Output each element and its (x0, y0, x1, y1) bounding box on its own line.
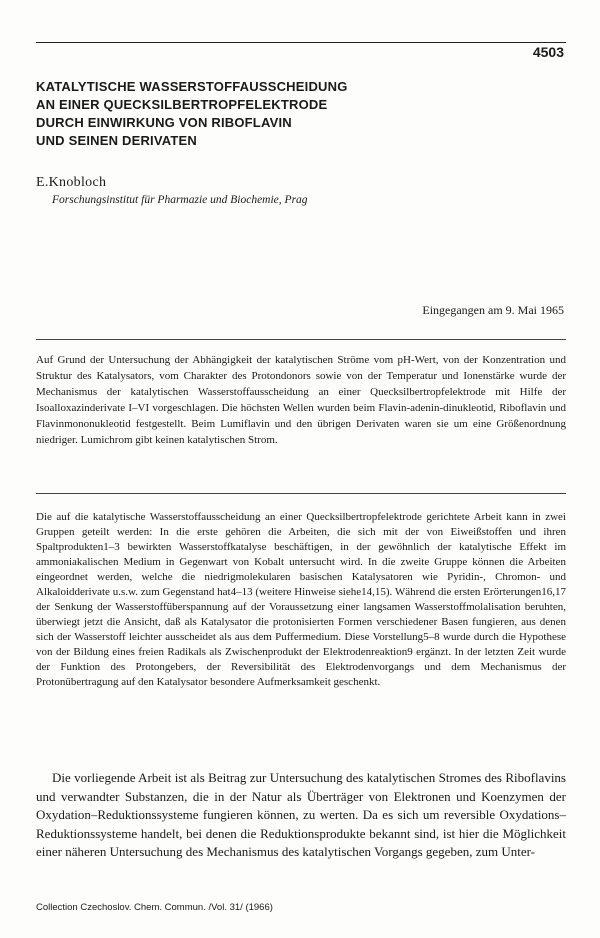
title-line-4: UND SEINEN DERIVATEN (36, 133, 197, 148)
abstract-top-rule (36, 339, 566, 340)
page-number: 4503 (532, 44, 564, 60)
body-paragraph: Die vorliegende Arbeit ist als Beitrag zur Untersuchung des katalytischen Stromes des Riboflavins und verwandter Substanzen, die in der Natur als Überträger von Elektronen und Koenzymen der Oxydation–Reduktionssysteme fungieren können, zu werten. Da es sich um reversible Oxydations–Reduktionssysteme handelt, bei denen die Reduktionsprodukte bekannt sind, ist hier die Möglichkeit einer näheren Untersuchung des Mechanismus des katalytischen Vorgangs gegeben, zum Unter- (36, 770, 566, 859)
article-title (36, 78, 556, 150)
abstract-text: Auf Grund der Untersuchung der Abhängigkeit der katalytischen Ströme vom pH-Wert, von der Konzentration und Struktur des Katalysators, vom Charakter des Protondonors sowie von der Temperatur und Ionenstärke wurde der Mechanismus der katalytischen Wasserstoffausscheidung an einer Quecksilbertropfelektrode mit Hilfe der Isoalloxazinderivate I–VI vorgeschlagen. Die höchsten Wellen wurden beim Flavin-adenin-dinukleotid, Riboflavin und Flavinmononukleotid festgestellt. Beim Lumiflavin und den übrigen Derivaten waren sie um eine Größenordnung niedriger. Lumichrom gibt keinen katalytischen Strom. (36, 354, 566, 446)
title-line-3: DURCH EINWIRKUNG VON RIBOFLAVIN (36, 115, 292, 130)
intro-paragraph: Die auf die katalytische Wasserstoffausscheidung an einer Quecksilbertropfelektrode gerichtete Arbeit kann in zwei Gruppen geteilt werden: In die erste gehören die Arbeiten, die sich mit der von Eiweißstoffen und ihren Spaltprodukten1–3 bewirkten Wasserstoffkatalyse beschäftigen, in der gewöhnlich der katalytische Effekt im ammoniakalischen Medium in Gegenwart von Kobalt untersucht wird. In die zweite Gruppe können die Arbeiten eingeordnet werden, welche die niedrigmolekularen basischen Katalysatoren wie Pyridin-, Chromon- und Alkaloidderivate u.s.w. zum Gegenstand hat4–13 (weitere Hinweise siehe14,15). Während die ersten Erörterungen16,17 der Senkung der Wasserstoffüberspannung auf der Voraussetzung einer langsamen Wasserstoffmolalisation beruhten, überwiegt jetzt die Ansicht, daß als Katalysator die protonisierten Formen verschiedener Basen fungieren, aus denen sich der Wasserstoff leichter ausscheidet als aus dem Puffermedium. Diese Vorstellung5–8 wurde durch die Hypothese von der Bildung eines freien Radikals als Zwischenprodukt der Elektrodenreaktion9 ergänzt. In der letzten Zeit wurde der Funktion des Protongebers, der Reversibilität des Elektrodenvorgangs und dem Mechanismus der Protonübertragung auf den Katalysator besondere Aufmerksamkeit geschenkt. (36, 511, 566, 688)
author-institute: Forschungsinstitut für Pharmazie und Biochemie, Prag (52, 194, 308, 206)
journal-citation-footer: Collection Czechoslov. Chem. Commun. /Vol. 31/ (1966) (36, 902, 273, 913)
received-date: Eingegangen am 9. Mai 1965 (422, 303, 564, 317)
title-line-1: KATALYTISCHE WASSERSTOFFAUSSCHEIDUNG (36, 79, 348, 94)
title-line-2: AN EINER QUECKSILBERTROPFELEKTRODE (36, 97, 328, 112)
header-rule (36, 42, 566, 43)
author-name: E.Knobloch (36, 175, 107, 190)
abstract-bottom-rule (36, 493, 566, 494)
